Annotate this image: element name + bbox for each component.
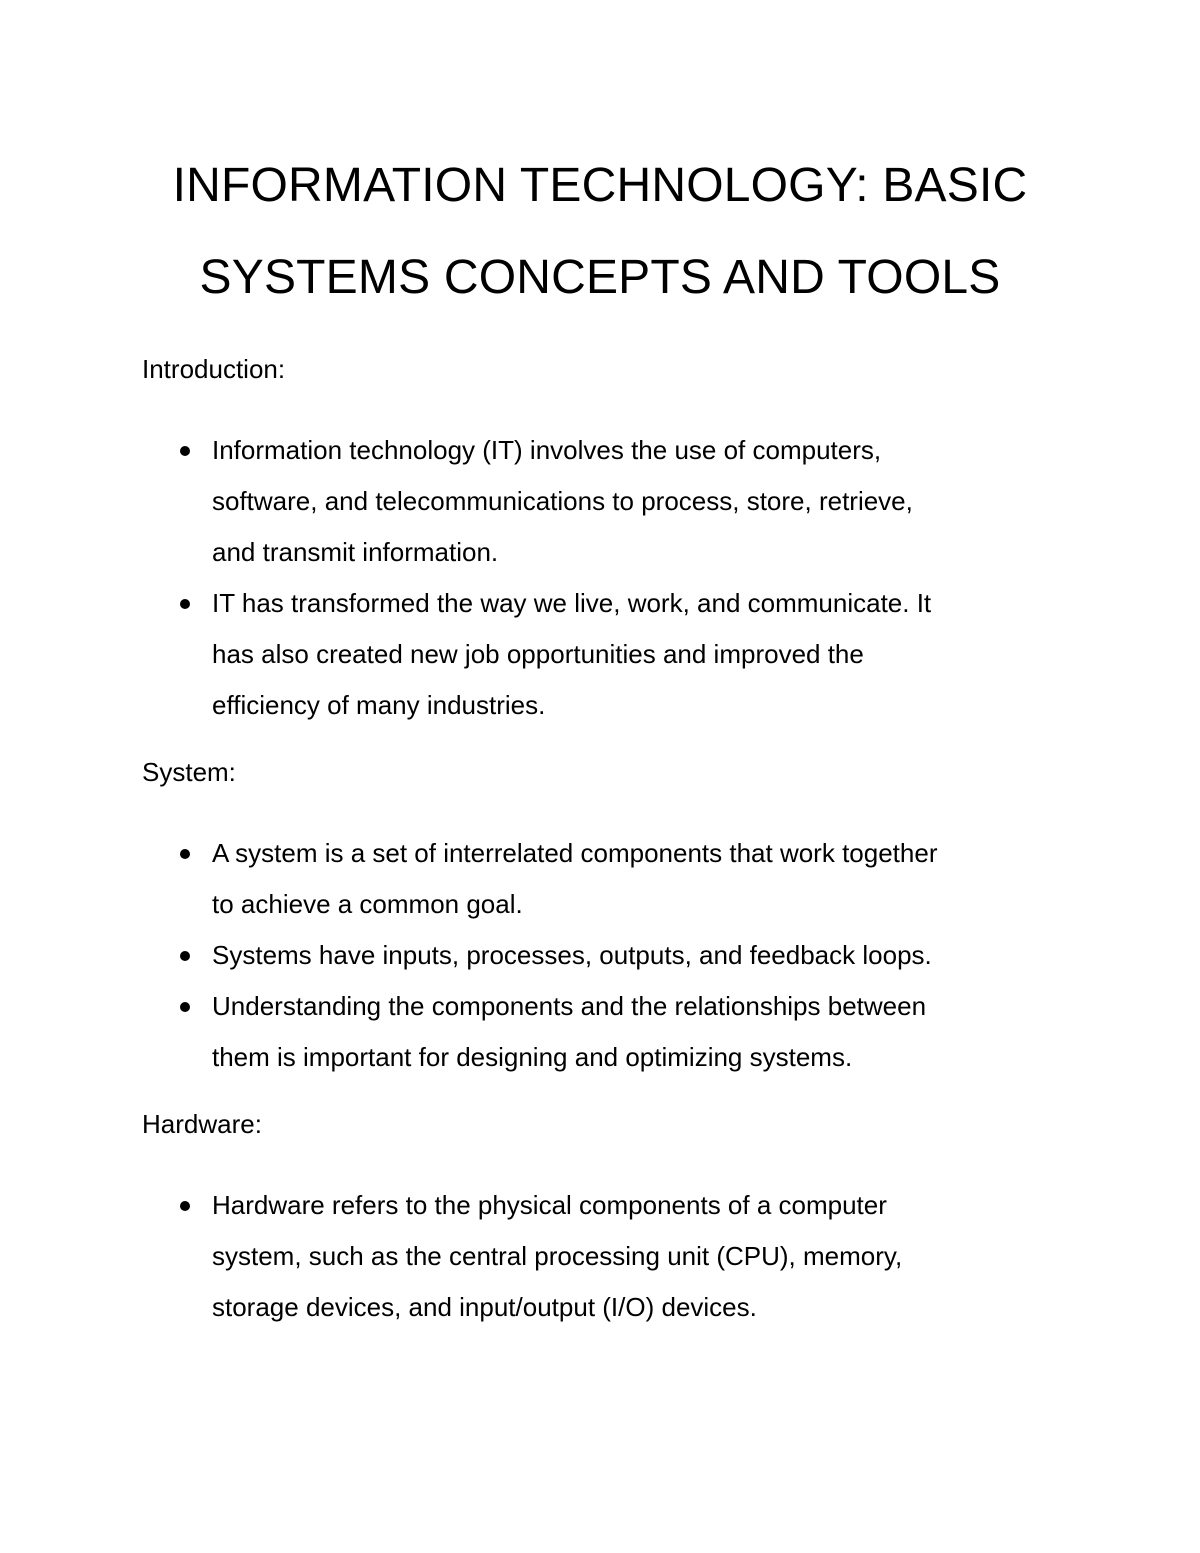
bullet-text-line: A system is a set of interrelated components that work together [212,838,938,868]
list-item [142,578,1062,731]
bullet-text-line: software, and telecommunications to process, store, retrieve, [212,486,913,516]
list-item [142,930,1062,981]
bullet-text-line: has also created new job opportunities and improved the [212,639,864,669]
bullet-text-line: storage devices, and input/output (I/O) devices. [212,1292,757,1322]
bullet-text-line: Hardware refers to the physical components of a computer [212,1190,887,1220]
section-introduction [142,352,1062,731]
section-heading-introduction: Introduction: [142,354,286,384]
bullet-icon [180,951,190,961]
bullet-text-line: them is important for designing and optimizing systems. [212,1042,853,1072]
bullet-icon [180,599,190,609]
bullet-list [142,1180,1062,1333]
bullet-icon [180,1002,190,1012]
bullet-list [142,828,1062,1083]
bullet-icon [180,446,190,456]
list-item [142,828,1062,930]
section-heading-hardware: Hardware: [142,1109,262,1139]
bullet-icon [180,1201,190,1211]
bullet-text-line: and transmit information. [212,537,499,567]
bullet-text-line: system, such as the central processing unit (CPU), memory, [212,1241,903,1271]
bullet-text-line: Systems have inputs, processes, outputs, and feedback loops. [212,940,932,970]
title-line: INFORMATION TECHNOLOGY: BASIC [172,159,1028,212]
list-item [142,1180,1062,1333]
bullet-text-line: to achieve a common goal. [212,889,523,919]
section-hardware [142,1107,1062,1333]
bullet-text-line: efficiency of many industries. [212,690,546,720]
document-title [100,140,1100,324]
section-system [142,755,1062,1083]
title-line: SYSTEMS CONCEPTS AND TOOLS [199,251,1001,304]
bullet-text-line: Understanding the components and the relationships between [212,991,927,1021]
section-heading-system: System: [142,757,236,787]
list-item [142,981,1062,1083]
bullet-icon [180,849,190,859]
bullet-text-line: IT has transformed the way we live, work, and communicate. It [212,588,932,618]
bullet-text-line: Information technology (IT) involves the use of computers, [212,435,882,465]
bullet-list [142,425,1062,731]
list-item [142,425,1062,578]
